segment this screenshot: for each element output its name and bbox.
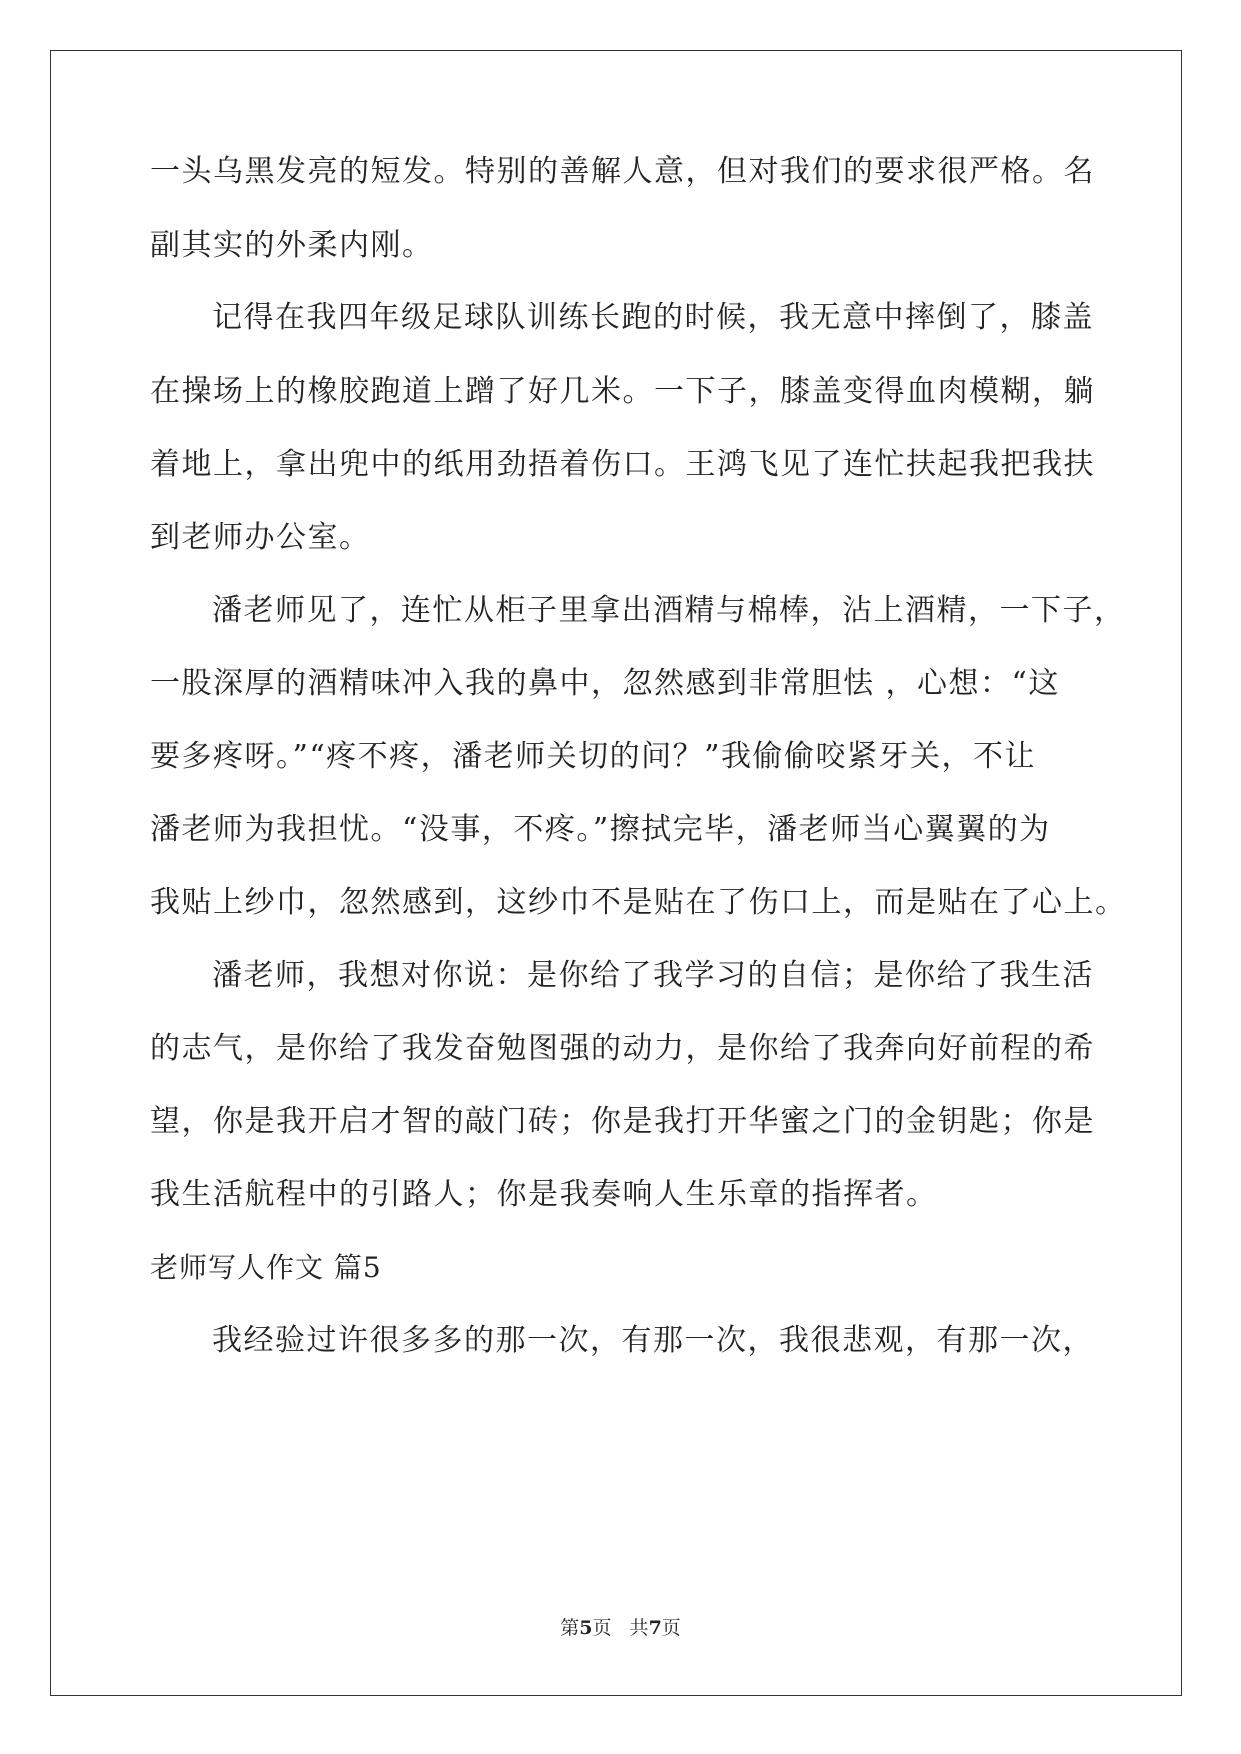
page-border xyxy=(50,50,1182,1696)
text-line: 在操场上的橡胶跑道上蹭了好几米。一下子，膝盖变得血肉模糊，躺 xyxy=(150,374,1095,409)
paragraph-start-line: 潘老师，我想对你说：是你给了我学习的自信；是你给了我生活 xyxy=(212,958,1094,993)
section-heading: 老师写人作文 篇5 xyxy=(150,1251,382,1284)
footer-middle: 页 共 xyxy=(592,1617,649,1639)
text-line: 我生活航程中的引路人；你是我奏响人生乐章的指挥者。 xyxy=(150,1177,938,1212)
text-line: 一股深厚的酒精味冲入我的鼻中，忽然感到非常胆怯 ，心想：“这 xyxy=(150,666,1060,701)
footer-suffix: 页 xyxy=(661,1617,681,1639)
text-line: 到老师办公室。 xyxy=(150,520,371,555)
text-line: 的志气，是你给了我发奋勉图强的动力，是你给了我奔向好前程的希 xyxy=(150,1031,1095,1066)
text-line: 我贴上纱巾，忽然感到，这纱巾不是贴在了伤口上，而是贴在了心上。 xyxy=(150,885,1127,920)
paragraph-start-line: 记得在我四年级足球队训练长跑的时候，我无意中摔倒了，膝盖 xyxy=(212,300,1094,335)
text-line: 着地上，拿出兜中的纸用劲捂着伤口。王鸿飞见了连忙扶起我把我扶 xyxy=(150,447,1095,482)
text-line: 望，你是我开启才智的敲门砖；你是我打开华蜜之门的金钥匙；你是 xyxy=(150,1104,1095,1139)
text-line: 潘老师为我担忧。“没事，不疼。”擦拭完毕，潘老师当心翼翼的为 xyxy=(150,812,1051,847)
text-line: 要多疼呀。”“疼不疼，潘老师关切的问？”我偷偷咬紧牙关，不让 xyxy=(150,739,1037,774)
page-footer xyxy=(0,1616,1241,1640)
current-page-number: 5 xyxy=(579,1617,593,1639)
paragraph-start-line: 潘老师见了，连忙从柜子里拿出酒精与棉棒，沾上酒精，一下子， xyxy=(212,593,1126,628)
total-page-number: 7 xyxy=(648,1617,662,1639)
paragraph-start-line: 我经验过许很多多的那一次，有那一次，我很悲观，有那一次， xyxy=(212,1323,1094,1358)
text-line: 一头乌黑发亮的短发。特别的善解人意，但对我们的要求很严格。名 xyxy=(150,154,1095,189)
text-line: 副其实的外柔内刚。 xyxy=(150,228,434,263)
footer-prefix: 第 xyxy=(560,1617,580,1639)
